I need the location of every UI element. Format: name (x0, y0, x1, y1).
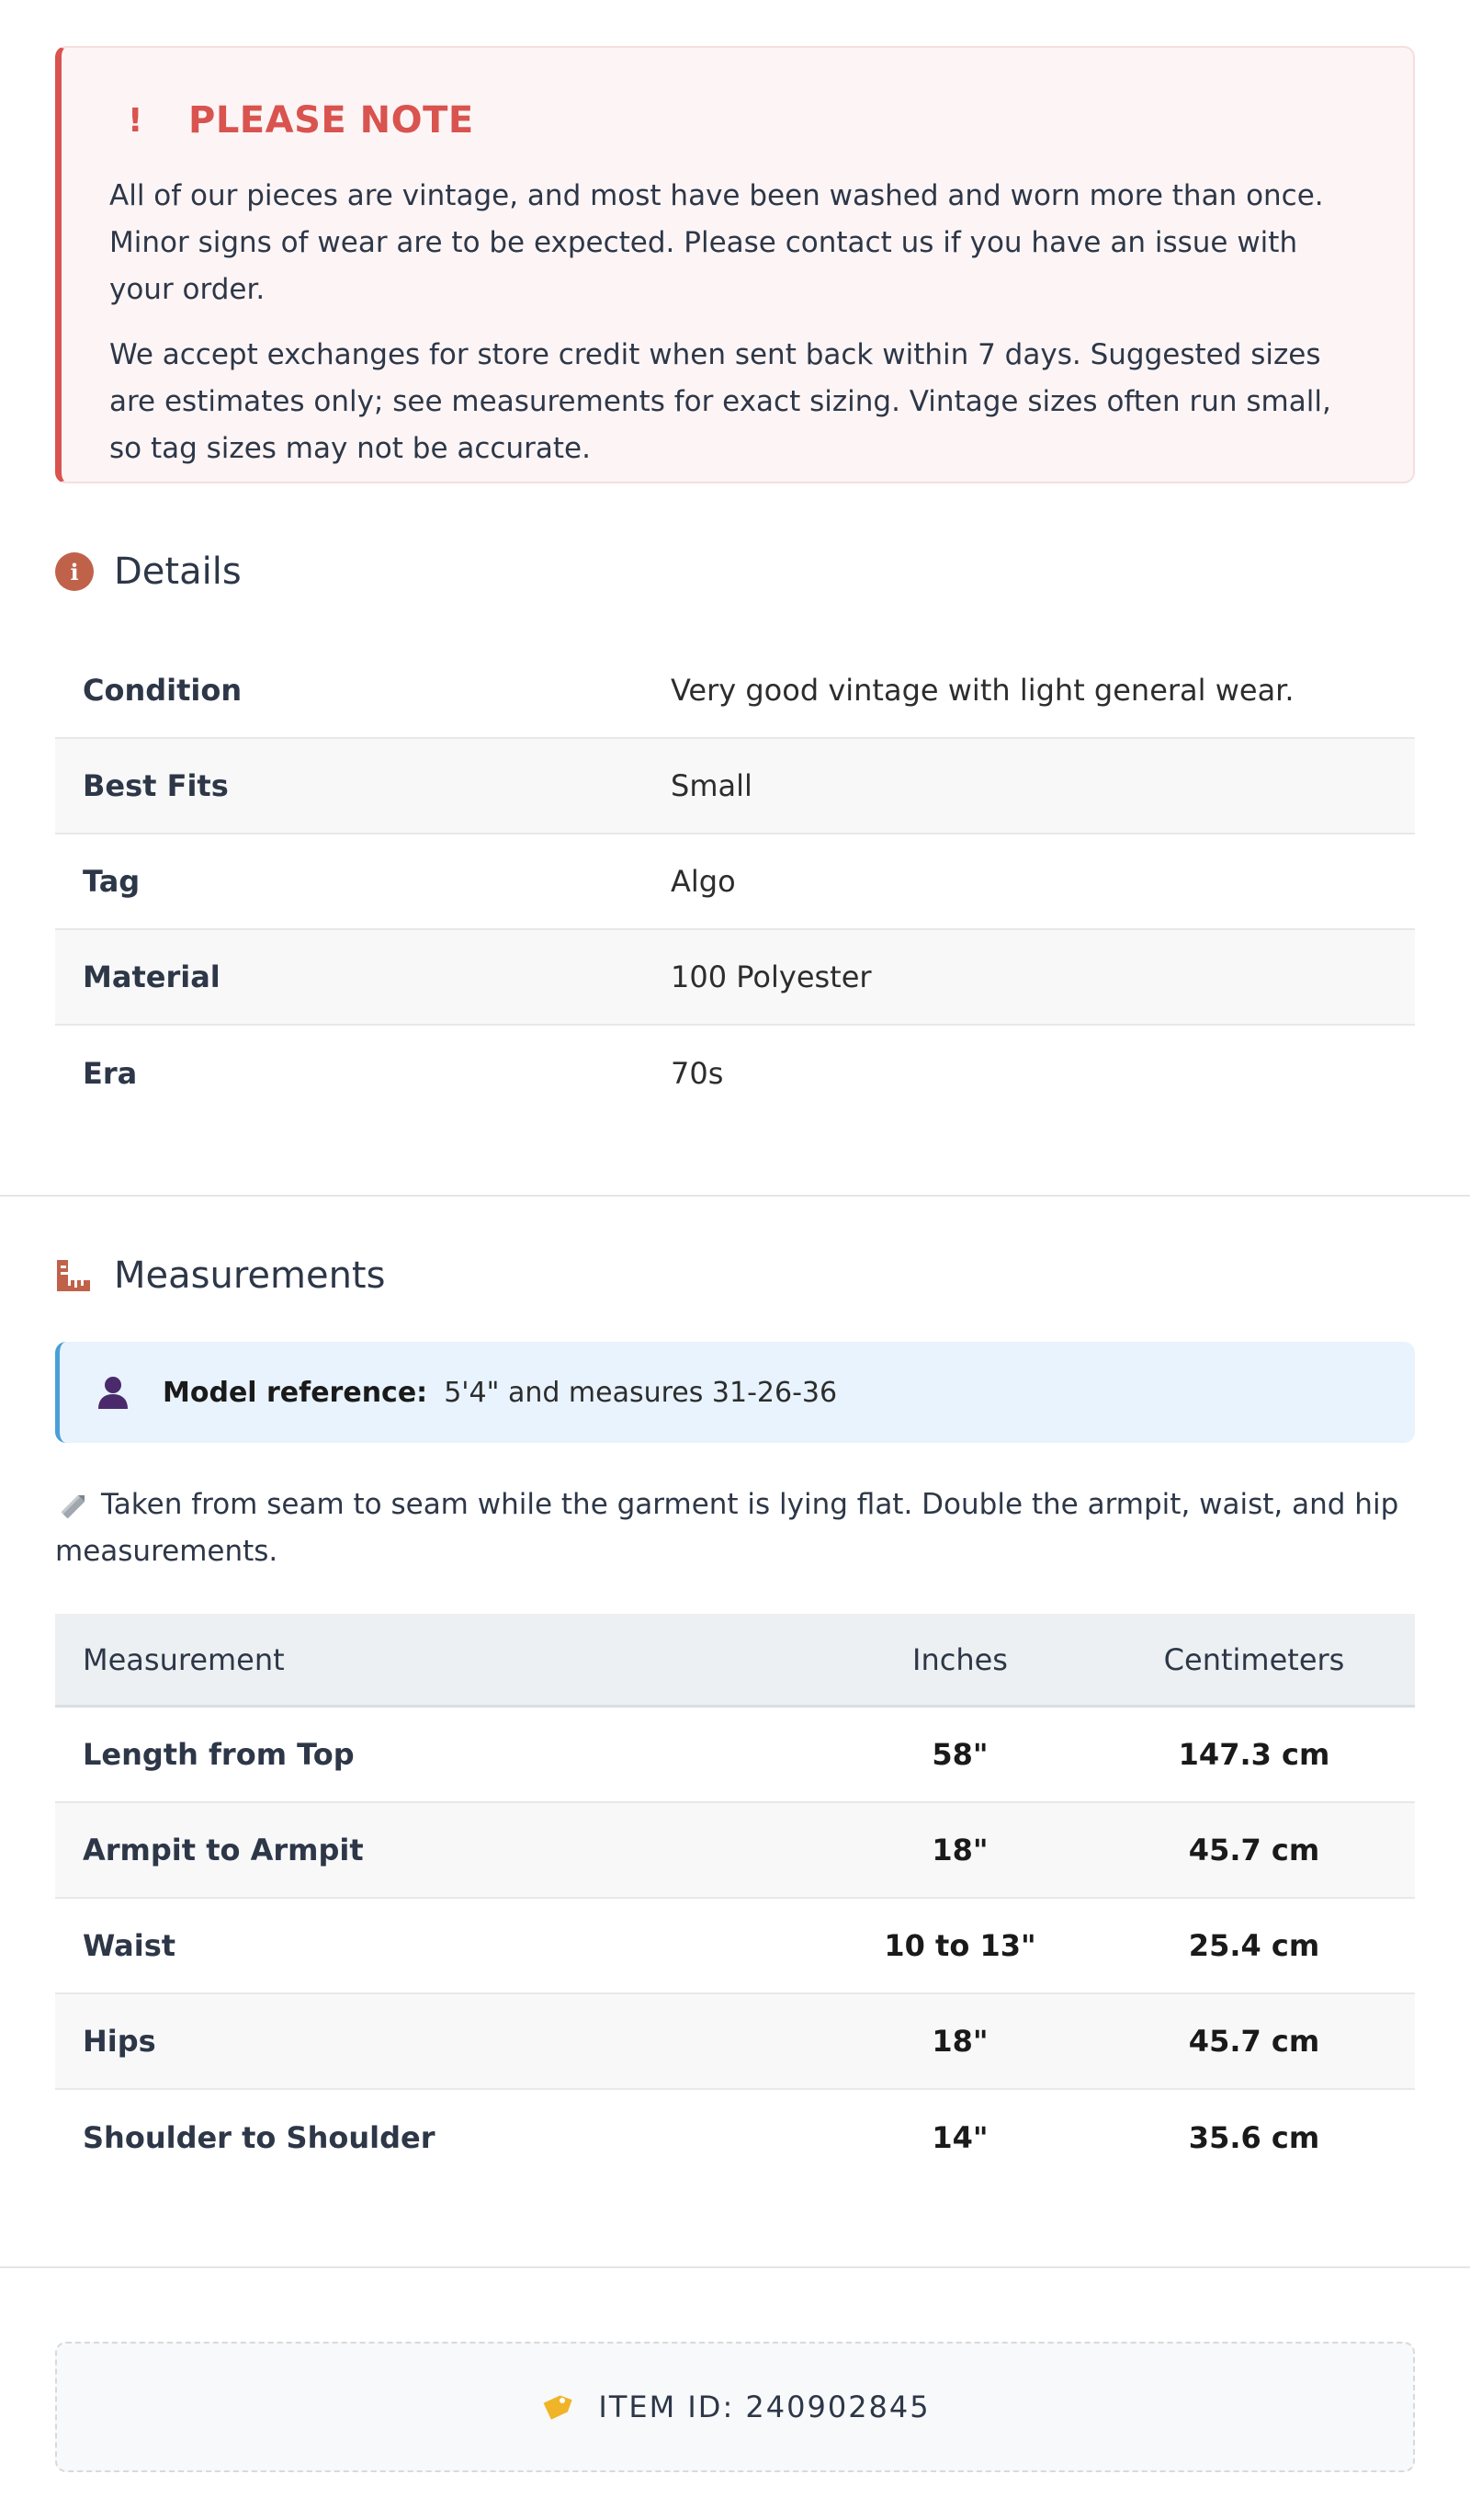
info-icon: i (55, 552, 94, 591)
details-title: Details (114, 551, 242, 593)
measurement-name: Hips (83, 2024, 156, 2059)
measurement-name: Armpit to Armpit (83, 1833, 364, 1867)
table-row (55, 643, 1415, 739)
model-reference (55, 1342, 1415, 1443)
measurements-table (55, 1614, 1415, 2185)
detail-value: Algo (671, 864, 736, 899)
table-row (55, 930, 1415, 1026)
measurement-inches: 58" (932, 1737, 989, 1772)
measurement-inches: 14" (932, 2120, 989, 2155)
model-reference-value: 5'4" and measures 31-26-36 (444, 1376, 838, 1409)
notice-title: PLEASE NOTE (188, 99, 474, 142)
table-row (55, 2090, 1415, 2185)
detail-value: 100 Polyester (671, 959, 872, 994)
section-divider (0, 1195, 1470, 1197)
measurement-cm: 45.7 cm (1188, 1833, 1320, 1867)
measurement-inches: 10 to 13" (884, 1928, 1036, 1963)
table-header (55, 1614, 1415, 1708)
item-id-box (55, 2342, 1415, 2472)
measurement-inches: 18" (932, 1833, 989, 1867)
pencil-icon (55, 1490, 92, 1523)
detail-label: Condition (83, 673, 243, 708)
detail-value: Small (671, 768, 752, 803)
measurement-cm: 147.3 cm (1178, 1737, 1330, 1772)
table-row (55, 739, 1415, 834)
ruler-icon (55, 1256, 94, 1295)
measurement-name: Waist (83, 1928, 176, 1963)
detail-label: Material (83, 959, 220, 994)
measurement-name: Length from Top (83, 1737, 355, 1772)
notice-paragraph: We accept exchanges for store credit when sent back within 7 days. Suggested sizes are estimates only; see measurements for exact sizing. Vintage sizes often run small, so tag sizes may not be accurate. (109, 338, 1331, 465)
person-icon (96, 1374, 130, 1411)
notice-paragraph: All of our pieces are vintage, and most have been washed and worn more than once. Minor signs of wear are to be expected. Please contact us if you have an issue with your order. (109, 179, 1324, 306)
table-row (55, 834, 1415, 930)
detail-value: 70s (671, 1056, 724, 1091)
details-table (55, 643, 1415, 1121)
measurement-cm: 35.6 cm (1188, 2120, 1320, 2155)
measurements-heading (55, 1248, 1415, 1303)
table-row (55, 1708, 1415, 1803)
detail-label: Best Fits (83, 768, 229, 803)
measurement-cm: 45.7 cm (1188, 2024, 1320, 2059)
model-reference-label: Model reference: (163, 1376, 428, 1409)
details-heading (55, 544, 1415, 599)
detail-label: Era (83, 1056, 138, 1091)
section-divider (0, 2266, 1470, 2268)
measurement-note-text: Taken from seam to seam while the garment is lying flat. Double the armpit, waist, and hip measurements. (55, 1488, 1399, 1568)
detail-value: Very good vintage with light general wear. (671, 673, 1295, 708)
measurement-cm: 25.4 cm (1188, 1928, 1320, 1963)
table-row (55, 1803, 1415, 1899)
measurement-inches: 18" (932, 2024, 989, 2059)
exclamation-icon: ! (128, 101, 143, 140)
item-id-label: ITEM ID: 240902845 (598, 2389, 931, 2424)
measurement-note (55, 1481, 1415, 1575)
notice-header (109, 101, 1367, 140)
column-header-inches: Inches (912, 1641, 1008, 1677)
table-row (55, 1899, 1415, 1994)
measurement-name: Shoulder to Shoulder (83, 2120, 435, 2155)
detail-label: Tag (83, 864, 141, 899)
column-header-measurement: Measurement (83, 1641, 285, 1677)
table-row (55, 1026, 1415, 1121)
column-header-centimeters: Centimeters (1163, 1641, 1345, 1677)
measurements-title: Measurements (114, 1254, 386, 1297)
tag-icon (539, 2389, 574, 2424)
table-row (55, 1994, 1415, 2090)
notice-box (55, 46, 1415, 483)
